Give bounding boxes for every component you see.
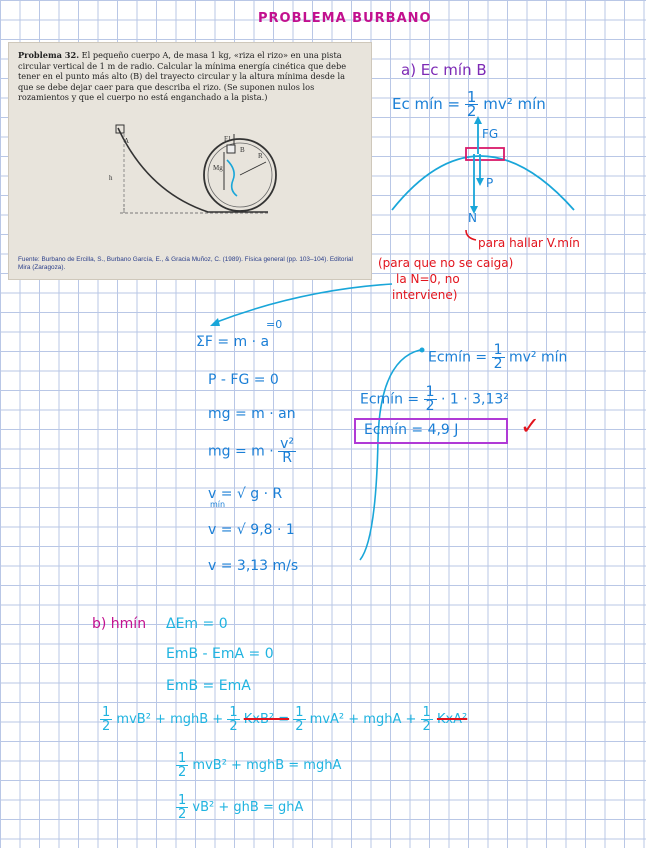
derivation-line-7: v = 3,13 m/s xyxy=(208,558,299,574)
derivation-line-4 xyxy=(208,438,296,465)
check-mark-icon: ✓ xyxy=(520,412,541,440)
b-l4-d3: 2 xyxy=(295,719,304,734)
fig-label-h: h xyxy=(109,174,113,182)
ec-l2-lhs: Ecmín = xyxy=(360,391,420,408)
ecmin-lhs: Ec mín = xyxy=(392,95,461,113)
problem-label: Problema 32. xyxy=(18,50,80,60)
fg-label: FG xyxy=(482,127,499,141)
b-l4-n3: 1 xyxy=(295,705,304,720)
ec-l1-lhs: Ecmín = xyxy=(428,349,488,366)
frac-den: 2 xyxy=(466,102,477,120)
part-b-line-4 xyxy=(100,706,467,733)
problem-text: El pequeño cuerpo A, de masa 1 kg, «riza el rizo» en una pista circular vertical de 1 m de radio. Calcular la mínima energía cinética que debe tener en el punto más alto (B) del trayecto circular y la altura mínima desde la que se debe dejar caer para que describa el rizo. (Se suponen nulos los rozamientos y que el cuerpo no está enganchado a la pista.) xyxy=(18,50,347,103)
part-b-line-1: ΔEm = 0 xyxy=(166,616,228,632)
ec-l2-num: 1 xyxy=(425,384,435,400)
derivation-sum-f: ΣF = m · a xyxy=(196,334,270,350)
derivation-line-5: v = √ g · R xyxy=(208,486,283,502)
b-l4c: mvA² + mghA + xyxy=(309,712,417,727)
derivation-line-6: v = √ 9,8 · 1 xyxy=(208,522,295,538)
fig-label-b: B xyxy=(240,146,245,154)
ec-l2-rhs: · 1 · 3,13² xyxy=(440,391,509,408)
derivation-line-3: mg = m · an xyxy=(208,406,296,422)
b-l5: mvB² + mghB = mghA xyxy=(192,758,342,773)
part-b-line-5 xyxy=(176,752,341,779)
part-b-line-6 xyxy=(176,794,303,821)
ec-l1-frac xyxy=(492,344,505,371)
part-b-line-3: EmB = EmA xyxy=(166,678,251,694)
b-l4a: mvB² + mghB + xyxy=(116,712,224,727)
b-l4-frac-3 xyxy=(293,706,305,733)
fig-label-a: A xyxy=(124,137,130,145)
b-l4-n4: 1 xyxy=(422,705,431,720)
note-line-1: para hallar V.mín xyxy=(478,236,580,250)
v2-over-r xyxy=(278,438,296,465)
ec-l2-den: 2 xyxy=(425,398,435,414)
b-l5-n: 1 xyxy=(178,751,187,766)
b-l4b: KxB² = xyxy=(243,712,290,727)
fig-label-mg: Mg xyxy=(213,164,223,172)
ec-result: Ecmín = 4,9 J xyxy=(364,422,459,438)
line4-num: v² xyxy=(280,436,295,452)
fig-label-r: R xyxy=(258,152,263,160)
line4-den: R xyxy=(282,450,292,466)
derivation-zero: =0 xyxy=(266,318,283,331)
ec-l1-num: 1 xyxy=(493,342,503,358)
derivation-line-5-sub: mín xyxy=(210,500,226,509)
b-l4d: KxA² xyxy=(436,712,468,727)
ec-calc-line-2 xyxy=(360,386,509,413)
b-l4-d2: 2 xyxy=(229,719,238,734)
b-l4-frac-1 xyxy=(100,706,112,733)
b-l4-n2: 1 xyxy=(229,705,238,720)
page-title: PROBLEMA BURBANO xyxy=(258,11,432,26)
note-line-3: la N=0, no xyxy=(396,272,460,286)
ec-calc-line-1 xyxy=(428,344,567,371)
ec-l1-den: 2 xyxy=(493,356,503,372)
b-l5-d: 2 xyxy=(178,765,187,780)
note-line-4: interviene) xyxy=(392,288,458,302)
part-a-heading: a) Ec mín B xyxy=(401,61,487,79)
n-label: N xyxy=(468,211,477,225)
b-l4-d1: 2 xyxy=(102,719,111,734)
derivation-line-2: P - FG = 0 xyxy=(208,372,279,388)
ec-l2-frac xyxy=(424,386,437,413)
line4-lhs: mg = m · xyxy=(208,443,274,460)
p-label: P xyxy=(486,176,494,190)
ecmin-rhs: mv² mín xyxy=(483,95,546,113)
b-l5-frac xyxy=(176,752,188,779)
note-line-2: (para que no se caiga) xyxy=(378,256,514,270)
b-l6: vB² + ghB = ghA xyxy=(192,800,304,815)
part-b-line-2: EmB - EmA = 0 xyxy=(166,646,274,662)
b-l4-frac-2 xyxy=(227,706,239,733)
b-l6-d: 2 xyxy=(178,807,187,822)
b-l4-n1: 1 xyxy=(102,705,111,720)
frac-num: 1 xyxy=(466,88,477,106)
fig-label-f1: F1 xyxy=(224,135,232,143)
part-b-heading: b) hmín xyxy=(92,616,147,632)
source-citation: Fuente: Burbano de Ercilla, S., Burbano García, E., & Gracia Muñoz, C. (1989). Física general (pp. 103–104). Editorial Mira (Zaragoza). xyxy=(18,256,353,271)
b-l6-n: 1 xyxy=(178,793,187,808)
ec-l1-rhs: mv² mín xyxy=(508,349,568,366)
b-l4-d4: 2 xyxy=(422,719,431,734)
b-l4-frac-4 xyxy=(421,706,433,733)
b-l6-frac xyxy=(176,794,188,821)
